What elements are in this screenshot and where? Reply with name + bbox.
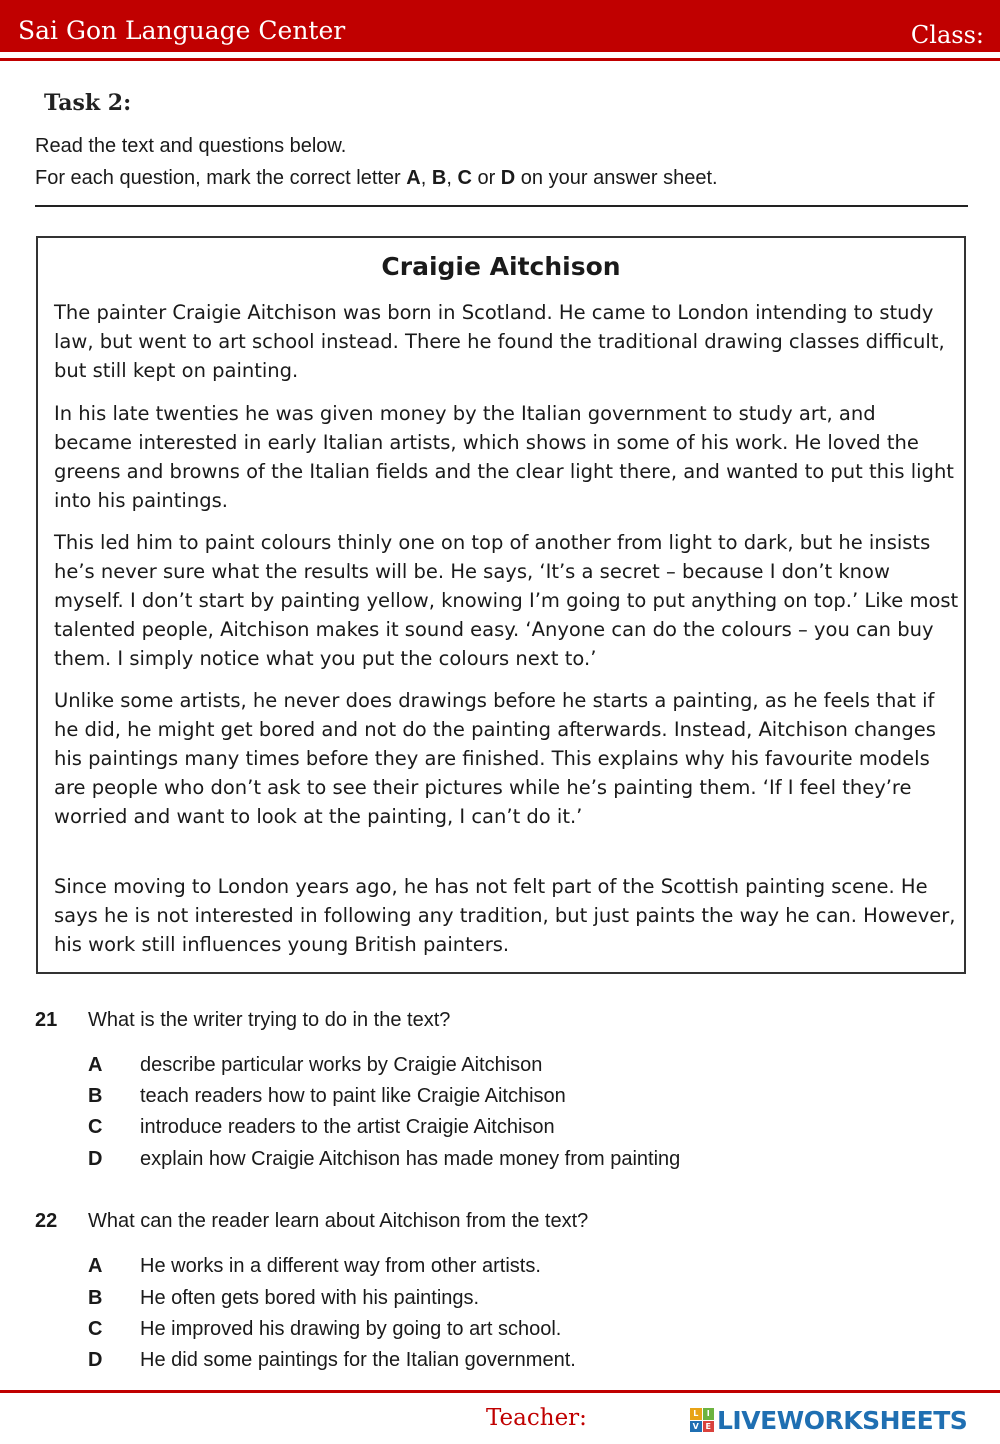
letter-c: C: [457, 167, 472, 189]
question-22-option-d[interactable]: He did some paintings for the Italian government.: [140, 1349, 576, 1371]
letter-d: D: [500, 167, 516, 189]
question-22-text: What can the reader learn about Aitchison from the text?: [88, 1210, 589, 1232]
logo-cell: V: [690, 1421, 702, 1433]
task-title: Task 2:: [44, 90, 132, 116]
logo-cell: L: [690, 1408, 702, 1420]
center-name: Sai Gon Language Center: [18, 16, 346, 45]
instruction-separator: ,: [420, 167, 432, 189]
instruction-prefix: For each question, mark the correct letter: [35, 167, 407, 189]
passage-paragraph-1: The painter Craigie Aitchison was born in Scotland. He came to London intending to study law, but went to art school instead. There he found the traditional drawing classes difficult, but still kept on painting.: [54, 301, 945, 382]
question-22-option-c-letter[interactable]: C: [88, 1318, 103, 1340]
passage-paragraph-5: Since moving to London years ago, he has not felt part of the Scottish painting scene. He says he is not interested in following any tradition, but just paints the way he can. However, his work still influences young British painters.: [54, 875, 956, 956]
footer-divider: [0, 1390, 1000, 1393]
instruction-line-1: Read the text and questions below.: [35, 135, 347, 157]
passage-paragraph-3: This led him to paint colours thinly one on top of another from light to dark, but he insists he’s never sure what the results will be. He says, ‘It’s a secret – because I don’t know myself. I don’t start by painting yellow, knowing I’m going to put anything on top.’ Like most talented people, Aitchison makes it sound easy. ‘Anyone can do the colours – you can buy them. I simply notice what you put the colours next to.’: [54, 531, 959, 670]
letter-a: A: [406, 167, 421, 189]
question-22-option-d-letter[interactable]: D: [88, 1349, 103, 1371]
instruction-line-2: [35, 166, 718, 190]
question-21-text: What is the writer trying to do in the text?: [88, 1009, 451, 1031]
logo-text: LIVEWORKSHEETS: [717, 1405, 968, 1435]
liveworksheets-logo[interactable]: [690, 1404, 967, 1436]
question-22-number: 22: [35, 1210, 58, 1232]
question-22-option-b-letter[interactable]: B: [88, 1287, 103, 1309]
instruction-divider: [35, 205, 968, 207]
question-22-option-a-letter[interactable]: A: [88, 1255, 103, 1277]
question-22-option-b[interactable]: He often gets bored with his paintings.: [140, 1287, 480, 1309]
question-21-number: 21: [35, 1009, 58, 1031]
header-bar: [0, 0, 1000, 52]
question-21-option-a-letter[interactable]: A: [88, 1054, 103, 1076]
question-21-option-c-letter[interactable]: C: [88, 1116, 103, 1138]
logo-grid-icon: [690, 1408, 714, 1432]
teacher-label: Teacher:: [486, 1405, 587, 1431]
passage-paragraph-4: Unlike some artists, he never does drawings before he starts a painting, as he feels that if he did, he might get bored and not do the painting afterwards. Instead, Aitchison changes his paintings many times before they are finished. This explains why his favourite models are people who don’t ask to see their pictures while he’s painting them. ‘If I feel they’re worried and want to look at the painting, I can’t do it.’: [54, 689, 936, 828]
question-22-option-c[interactable]: He improved his drawing by going to art school.: [140, 1318, 562, 1340]
header-divider: [0, 58, 1000, 61]
logo-cell: I: [703, 1408, 715, 1420]
question-21-option-b[interactable]: teach readers how to paint like Craigie Aitchison: [140, 1085, 566, 1107]
question-21-option-c[interactable]: introduce readers to the artist Craigie Aitchison: [140, 1116, 555, 1138]
passage-title: Craigie Aitchison: [381, 252, 621, 281]
question-22-option-a[interactable]: He works in a different way from other artists.: [140, 1255, 541, 1277]
letter-b: B: [431, 167, 447, 189]
class-label: Class:: [910, 21, 984, 49]
instruction-separator: or: [471, 167, 501, 189]
logo-cell: E: [703, 1421, 715, 1433]
question-21-option-b-letter[interactable]: B: [88, 1085, 103, 1107]
instruction-separator: ,: [446, 167, 458, 189]
question-21-option-d-letter[interactable]: D: [88, 1148, 103, 1170]
passage-paragraph-2: In his late twenties he was given money by the Italian government to study art, and became interested in early Italian artists, which shows in some of his work. He loved the greens and browns of the Italian fields and the clear light there, and wanted to put this light into his paintings.: [54, 402, 954, 512]
question-21-option-a[interactable]: describe particular works by Craigie Aitchison: [140, 1054, 543, 1076]
instruction-suffix: on your answer sheet.: [515, 167, 718, 189]
reading-passage: [36, 236, 966, 974]
question-21-option-d[interactable]: explain how Craigie Aitchison has made money from painting: [140, 1148, 681, 1170]
